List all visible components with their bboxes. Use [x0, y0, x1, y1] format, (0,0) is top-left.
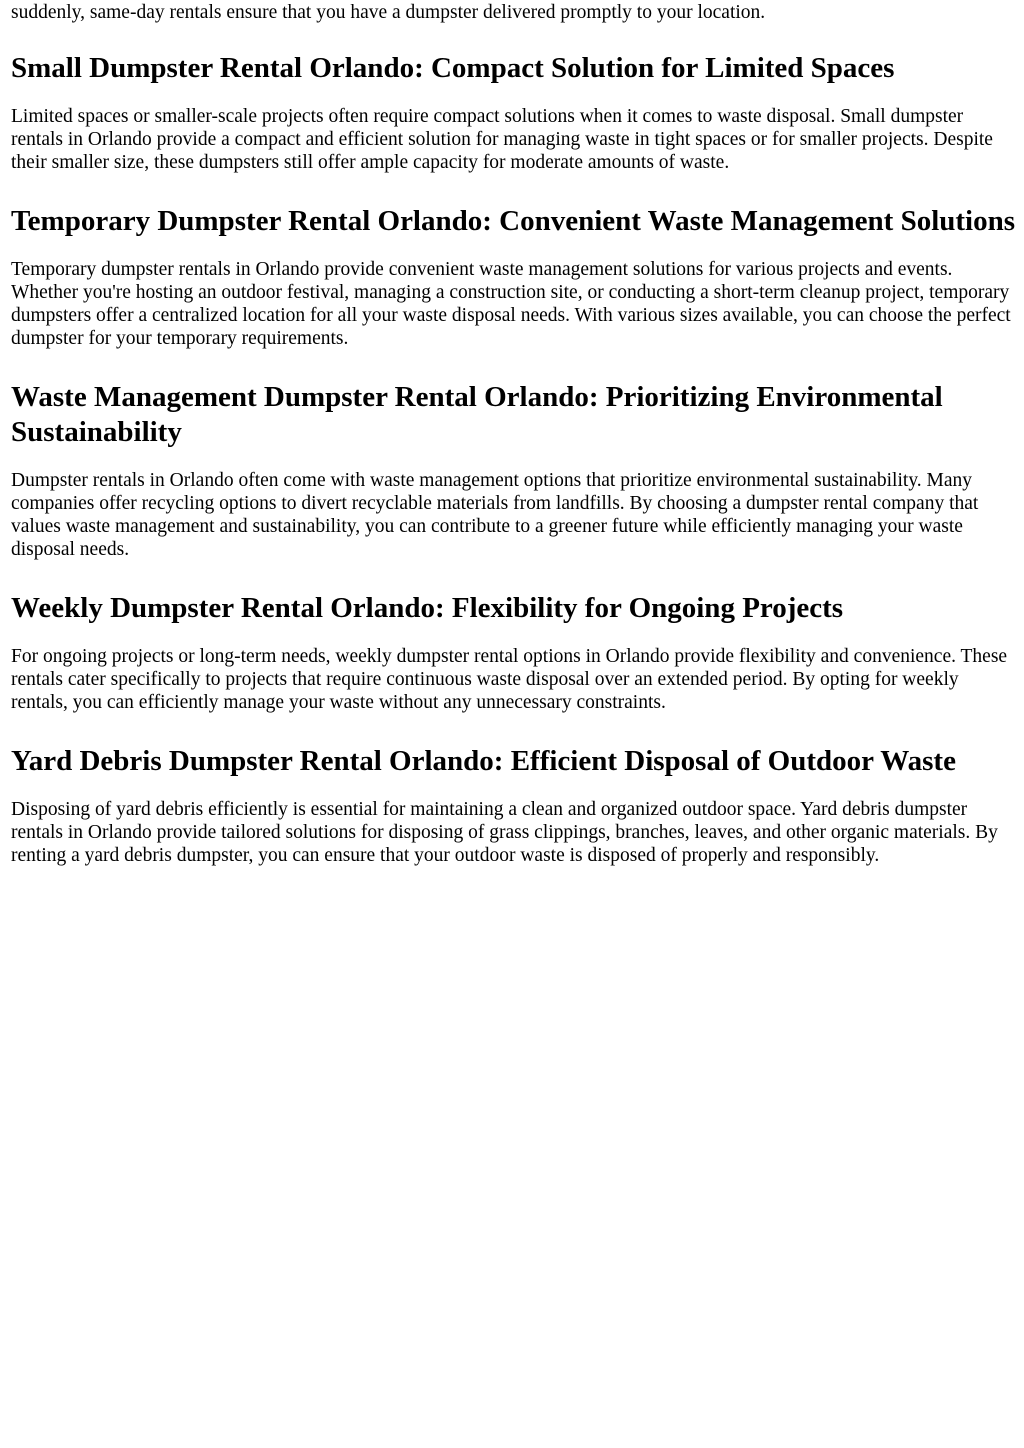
- section-heading: Yard Debris Dumpster Rental Orlando: Efficient Disposal of Outdoor Waste: [11, 745, 956, 777]
- intro-paragraph: suddenly, same-day rentals ensure that you have a dumpster delivered promptly to your location.: [11, 2, 766, 23]
- section-temporary-dumpster: [11, 204, 1018, 350]
- section-heading: Temporary Dumpster Rental Orlando: Convenient Waste Management Solutions: [11, 205, 1016, 237]
- section-heading: Waste Management Dumpster Rental Orlando: Prioritizing Environmental Sustainability: [11, 381, 943, 448]
- section-paragraph: Temporary dumpster rentals in Orlando provide convenient waste management solutions for various projects and events. Whether you're hosting an outdoor festival, managing a construction site, or conducting a short-term cleanup project, temporary dumpsters offer a centralized location for all your waste disposal needs. With various sizes available, you can choose the perfect dumpster for your temporary requirements.: [11, 259, 1011, 349]
- section-paragraph: For ongoing projects or long-term needs, weekly dumpster rental options in Orlando provide flexibility and convenience. These rentals cater specifically to projects that require continuous waste disposal over an extended period. By opting for weekly rentals, you can efficiently manage your waste without any unnecessary constraints.: [11, 646, 1008, 713]
- section-heading: Weekly Dumpster Rental Orlando: Flexibility for Ongoing Projects: [11, 592, 844, 624]
- section-paragraph: Limited spaces or smaller-scale projects often require compact solutions when it comes to waste disposal. Small dumpster rentals in Orlando provide a compact and efficient solution for managing waste in tight spaces or for smaller projects. Despite their smaller size, these dumpsters still offer ample capacity for moderate amounts of waste.: [11, 106, 993, 173]
- section-small-dumpster: [11, 51, 1018, 174]
- section-paragraph: Dumpster rentals in Orlando often come with waste management options that prioritize environmental sustainability. Many companies offer recycling options to divert recyclable materials from landfills. By choosing a dumpster rental company that values waste management and sustainability, you can contribute to a greener future while efficiently managing your waste disposal needs.: [11, 470, 979, 560]
- section-heading: Small Dumpster Rental Orlando: Compact Solution for Limited Spaces: [11, 52, 895, 84]
- section-waste-management: [11, 380, 1018, 561]
- section-weekly-dumpster: [11, 591, 1018, 714]
- section-paragraph: Disposing of yard debris efficiently is essential for maintaining a clean and organized outdoor space. Yard debris dumpster rentals in Orlando provide tailored solutions for disposing of grass clippings, branches, leaves, and other organic materials. By renting a yard debris dumpster, you can ensure that your outdoor waste is disposed of properly and responsibly.: [11, 799, 998, 866]
- section-yard-debris: [11, 744, 1018, 867]
